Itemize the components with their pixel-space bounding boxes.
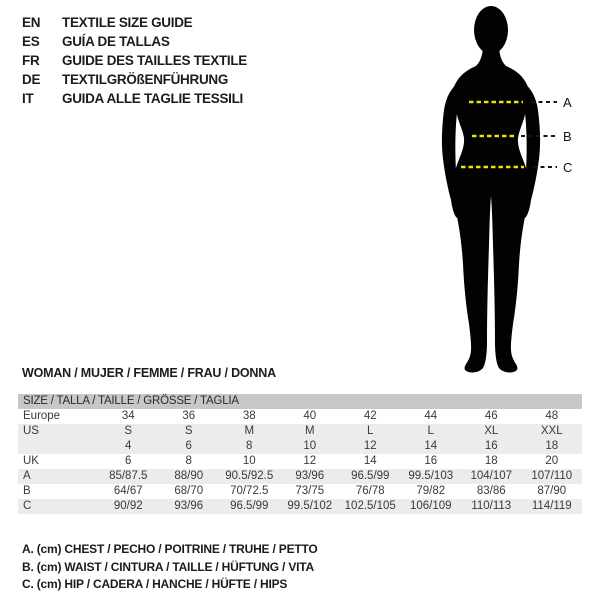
table-cell: 85/87.5 <box>109 470 148 482</box>
table-cell: 73/75 <box>295 485 325 497</box>
language-row <box>22 13 247 32</box>
table-cell: XL <box>484 425 499 437</box>
language-row <box>22 32 247 51</box>
row-label: UK <box>23 455 39 467</box>
table-row-us-numbers <box>18 439 582 454</box>
table-cell: 99.5/102 <box>287 500 333 512</box>
table-cell: 76/78 <box>355 485 385 497</box>
table-cell: 110/113 <box>471 500 512 512</box>
size-table <box>18 394 582 514</box>
table-cell: 38 <box>242 410 256 422</box>
marker-c-label: C <box>563 160 573 175</box>
table-cell: 12 <box>363 440 377 452</box>
table-cell: M <box>304 425 315 437</box>
woman-figure <box>400 0 600 380</box>
language-code: DE <box>22 72 41 87</box>
measurement-legend <box>22 541 318 594</box>
row-label <box>18 439 98 454</box>
table-cell: 42 <box>363 410 377 422</box>
table-cell: S <box>124 425 133 437</box>
size-table-header: SIZE / TALLA / TAILLE / GRÖSSE / TAGLIA <box>18 394 582 409</box>
legend-line-hip: C. (cm) HIP / CADERA / HANCHE / HÜFTE / HIPS <box>22 577 288 591</box>
table-cell: 106/109 <box>409 500 452 512</box>
table-cell: 4 <box>125 440 132 452</box>
table-cell: 10 <box>242 455 256 467</box>
table-cell: 12 <box>303 455 317 467</box>
table-cell: 90/92 <box>113 500 143 512</box>
row-label: B <box>23 485 31 497</box>
table-cell: 104/107 <box>470 470 513 482</box>
table-cell: L <box>367 425 374 437</box>
row-label: Europe <box>23 410 61 422</box>
marker-b-label: B <box>563 129 572 144</box>
language-code: EN <box>22 15 41 30</box>
woman-silhouette-body <box>452 44 529 372</box>
table-row-uk <box>18 454 582 469</box>
table-cell: 102.5/105 <box>344 500 396 512</box>
language-title: TEXTILE SIZE GUIDE <box>62 15 193 30</box>
table-cell: 93/96 <box>174 500 204 512</box>
table-cell: 96.5/99 <box>230 500 269 512</box>
table-cell: L <box>427 425 434 437</box>
table-cell: 46 <box>484 410 498 422</box>
table-cell: 83/86 <box>476 485 506 497</box>
table-cell: 88/90 <box>174 470 204 482</box>
table-cell: 93/96 <box>295 470 325 482</box>
language-row <box>22 70 247 89</box>
table-row-hip <box>18 499 582 514</box>
table-cell: M <box>244 425 255 437</box>
table-cell: 6 <box>185 440 192 452</box>
language-code: FR <box>22 53 40 68</box>
table-cell: 36 <box>182 410 196 422</box>
table-cell: 40 <box>303 410 317 422</box>
table-cell: 79/82 <box>416 485 446 497</box>
table-cell: 20 <box>545 455 559 467</box>
table-cell: 16 <box>424 455 438 467</box>
table-row-europe <box>18 409 582 424</box>
table-cell: 14 <box>363 455 377 467</box>
table-row-chest <box>18 469 582 484</box>
table-cell: 99.5/103 <box>408 470 454 482</box>
table-cell: 44 <box>424 410 438 422</box>
language-row <box>22 89 247 108</box>
table-row-us-letters <box>18 424 582 439</box>
language-code: IT <box>22 91 34 106</box>
table-cell: 87/90 <box>537 485 567 497</box>
table-cell: 34 <box>121 410 135 422</box>
language-title: TEXTILGRÖßENFÜHRUNG <box>62 72 229 87</box>
table-cell: S <box>184 425 193 437</box>
table-cell: 107/110 <box>531 470 573 482</box>
language-header <box>22 13 247 108</box>
row-label: C <box>23 500 32 512</box>
table-cell: 6 <box>125 455 132 467</box>
table-cell: 48 <box>545 410 559 422</box>
table-cell: 18 <box>484 455 498 467</box>
table-cell: 8 <box>185 455 192 467</box>
table-cell: XXL <box>540 425 563 437</box>
table-cell: 64/67 <box>113 485 143 497</box>
table-cell: 114/119 <box>531 500 572 512</box>
row-label: A <box>23 470 31 482</box>
table-cell: 70/72.5 <box>230 485 269 497</box>
table-row-waist <box>18 484 582 499</box>
language-title: GUIDE DES TAILLES TEXTILE <box>62 53 248 68</box>
language-row <box>22 51 247 70</box>
section-title: WOMAN / MUJER / FEMME / FRAU / DONNA <box>22 366 276 380</box>
marker-a-label: A <box>563 95 572 110</box>
table-cell: 18 <box>545 440 559 452</box>
language-title: GUÍA DE TALLAS <box>62 34 170 49</box>
table-cell: 68/70 <box>174 485 204 497</box>
table-cell: 16 <box>484 440 498 452</box>
table-cell: 14 <box>424 440 438 452</box>
language-title: GUIDA ALLE TAGLIE TESSILI <box>62 91 243 106</box>
legend-line-waist: B. (cm) WAIST / CINTURA / TAILLE / HÜFTUNG / VITA <box>22 559 314 574</box>
language-code: ES <box>22 34 40 49</box>
legend-line-chest: A. (cm) CHEST / PECHO / POITRINE / TRUHE / PETTO <box>22 542 318 556</box>
row-label: US <box>23 425 39 437</box>
table-cell: 96.5/99 <box>351 470 390 482</box>
table-cell: 10 <box>303 440 317 452</box>
table-cell: 90.5/92.5 <box>225 470 274 482</box>
table-cell: 8 <box>246 440 253 452</box>
